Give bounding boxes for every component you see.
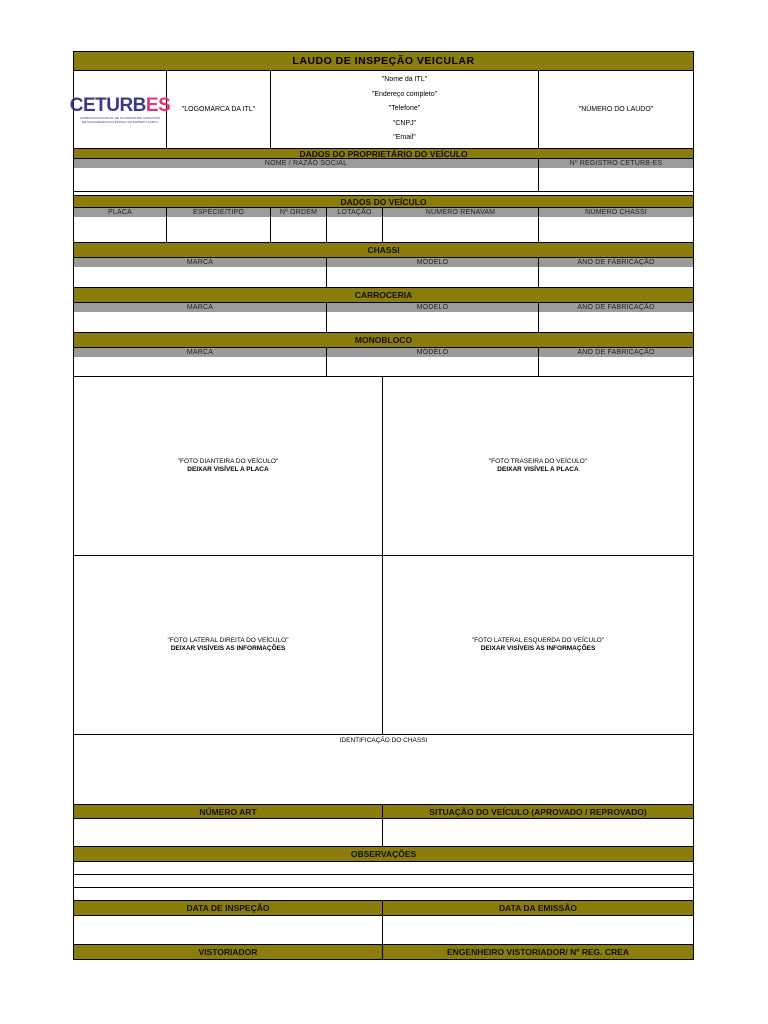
chassi-model-field[interactable] xyxy=(327,267,539,288)
renavam-field[interactable] xyxy=(383,217,539,243)
art-title: NÚMERO ART xyxy=(74,805,383,819)
itl-name: "Nome da ITL" xyxy=(381,76,428,84)
photo-left-hint: DEIXAR VISÍVEIS AS INFORMAÇÕES xyxy=(480,645,596,652)
inspector-title: VISTORIADOR xyxy=(74,945,383,959)
engineer-title: ENGENHEIRO VISTORIADOR/ Nº REG. CREA xyxy=(383,945,693,959)
photo-front-area[interactable] xyxy=(74,377,383,556)
owner-name-header: NOME / RAZÃO SOCIAL xyxy=(74,159,539,168)
report-number-placeholder: "NÚMERO DO LAUDO" xyxy=(578,106,654,113)
carroceria-model-header: MODELO xyxy=(327,303,539,312)
observations-title: OBSERVAÇÕES xyxy=(74,847,693,862)
monobloco-brand-header: MARCA xyxy=(74,348,327,357)
chassis-id-label: IDENTIFICAÇÃO DO CHASSI xyxy=(339,737,428,744)
itl-email: "Email" xyxy=(393,134,416,142)
monobloco-year-field[interactable] xyxy=(539,357,693,377)
species-header: ESPÉCIE/TIPO xyxy=(167,208,271,217)
photo-rear-hint: DEIXAR VISÍVEL A PLACA xyxy=(497,466,579,473)
chassi-section-title: CHASSI xyxy=(74,243,693,258)
order-header: Nº ORDEM xyxy=(271,208,327,217)
chassis-id-area[interactable] xyxy=(74,735,693,805)
inspection-date-title: DATA DE INSPEÇÃO xyxy=(74,901,383,916)
order-field[interactable] xyxy=(271,217,327,243)
chassi-year-header: ANO DE FABRICAÇÃO xyxy=(539,258,693,267)
monobloco-model-field[interactable] xyxy=(327,357,539,377)
capacity-header: LOTAÇÃO xyxy=(327,208,383,217)
inspection-form xyxy=(69,51,694,960)
photo-left-label: "FOTO LATERAL ESQUERDA DO VEÍCULO" xyxy=(471,637,605,644)
observations-line-2[interactable] xyxy=(74,875,693,888)
photo-rear-area[interactable] xyxy=(383,377,693,556)
photo-rear-label: "FOTO TRASEIRA DO VEÍCULO" xyxy=(488,458,588,465)
observations-line-1[interactable] xyxy=(74,862,693,875)
carroceria-model-field[interactable] xyxy=(327,312,539,333)
itl-phone: "Telefone" xyxy=(388,105,421,113)
art-field[interactable] xyxy=(74,819,383,847)
chassi-year-field[interactable] xyxy=(539,267,693,288)
itl-info xyxy=(271,71,539,148)
carroceria-section-title: CARROCERIA xyxy=(74,288,693,303)
species-field[interactable] xyxy=(167,217,271,243)
photo-right-area[interactable] xyxy=(74,556,383,735)
itl-cnpj: "CNPJ" xyxy=(392,119,417,127)
header-block xyxy=(69,71,693,149)
photo-front-hint: DEIXAR VISÍVEL A PLACA xyxy=(187,466,269,473)
renavam-header: NÚMERO RENAVAM xyxy=(383,208,539,217)
photo-right-hint: DEIXAR VISÍVEIS AS INFORMAÇÕES xyxy=(170,645,286,652)
observations-line-3[interactable] xyxy=(74,888,693,901)
monobloco-year-header: ANO DE FABRICAÇÃO xyxy=(539,348,693,357)
itl-logo-placeholder: "LOGOMARCA DA ITL" xyxy=(167,71,271,148)
owner-reg-field[interactable] xyxy=(539,168,693,192)
emission-date-title: DATA DA EMISSÃO xyxy=(383,901,693,916)
chassis-number-field[interactable] xyxy=(539,217,693,243)
photo-front-label: "FOTO DIANTEIRA DO VEÍCULO" xyxy=(177,458,279,465)
chassi-brand-field[interactable] xyxy=(74,267,327,288)
chassi-model-header: MODELO xyxy=(327,258,539,267)
logo-text-es: ES xyxy=(145,94,171,116)
capacity-field[interactable] xyxy=(327,217,383,243)
carroceria-year-header: ANO DE FABRICAÇÃO xyxy=(539,303,693,312)
carroceria-brand-header: MARCA xyxy=(74,303,327,312)
vehicle-section-title: DADOS DO VEÍCULO xyxy=(74,195,693,208)
carroceria-year-field[interactable] xyxy=(539,312,693,333)
monobloco-model-header: MODELO xyxy=(327,348,539,357)
logo-text-main: CETURB xyxy=(69,94,146,116)
ceturb-logo xyxy=(69,71,171,148)
carroceria-brand-field[interactable] xyxy=(74,312,327,333)
situation-title: SITUAÇÃO DO VEÍCULO (APROVADO / REPROVADO) xyxy=(383,805,693,819)
logo-caption-1: COMPANHIA ESTADUAL DE TRANSPORTES COLETIVOS xyxy=(79,115,161,120)
logo-caption-2: DE PASSAGEIROS DO ESTADO DO ESPÍRITO SANTO xyxy=(82,119,158,124)
situation-field[interactable] xyxy=(383,819,693,847)
inspection-date-field[interactable] xyxy=(74,916,383,945)
monobloco-brand-field[interactable] xyxy=(74,357,327,377)
owner-section-title: DADOS DO PROPRIETÁRIO DO VEÍCULO xyxy=(74,149,693,159)
photo-left-area[interactable] xyxy=(383,556,693,735)
owner-reg-header: Nº REGISTRO CETURB-ES xyxy=(539,159,693,168)
owner-name-field[interactable] xyxy=(74,168,539,192)
chassi-brand-header: MARCA xyxy=(74,258,327,267)
form-title: LAUDO DE INSPEÇÃO VEICULAR xyxy=(74,52,693,71)
plate-header: PLACA xyxy=(74,208,167,217)
chassis-number-header: NÚMERO CHASSI xyxy=(539,208,693,217)
itl-address: "Endereço completo" xyxy=(371,90,438,98)
emission-date-field[interactable] xyxy=(383,916,693,945)
photo-right-label: "FOTO LATERAL DIREITA DO VEÍCULO" xyxy=(167,637,289,644)
monobloco-section-title: MONOBLOCO xyxy=(74,333,693,348)
plate-field[interactable] xyxy=(74,217,167,243)
